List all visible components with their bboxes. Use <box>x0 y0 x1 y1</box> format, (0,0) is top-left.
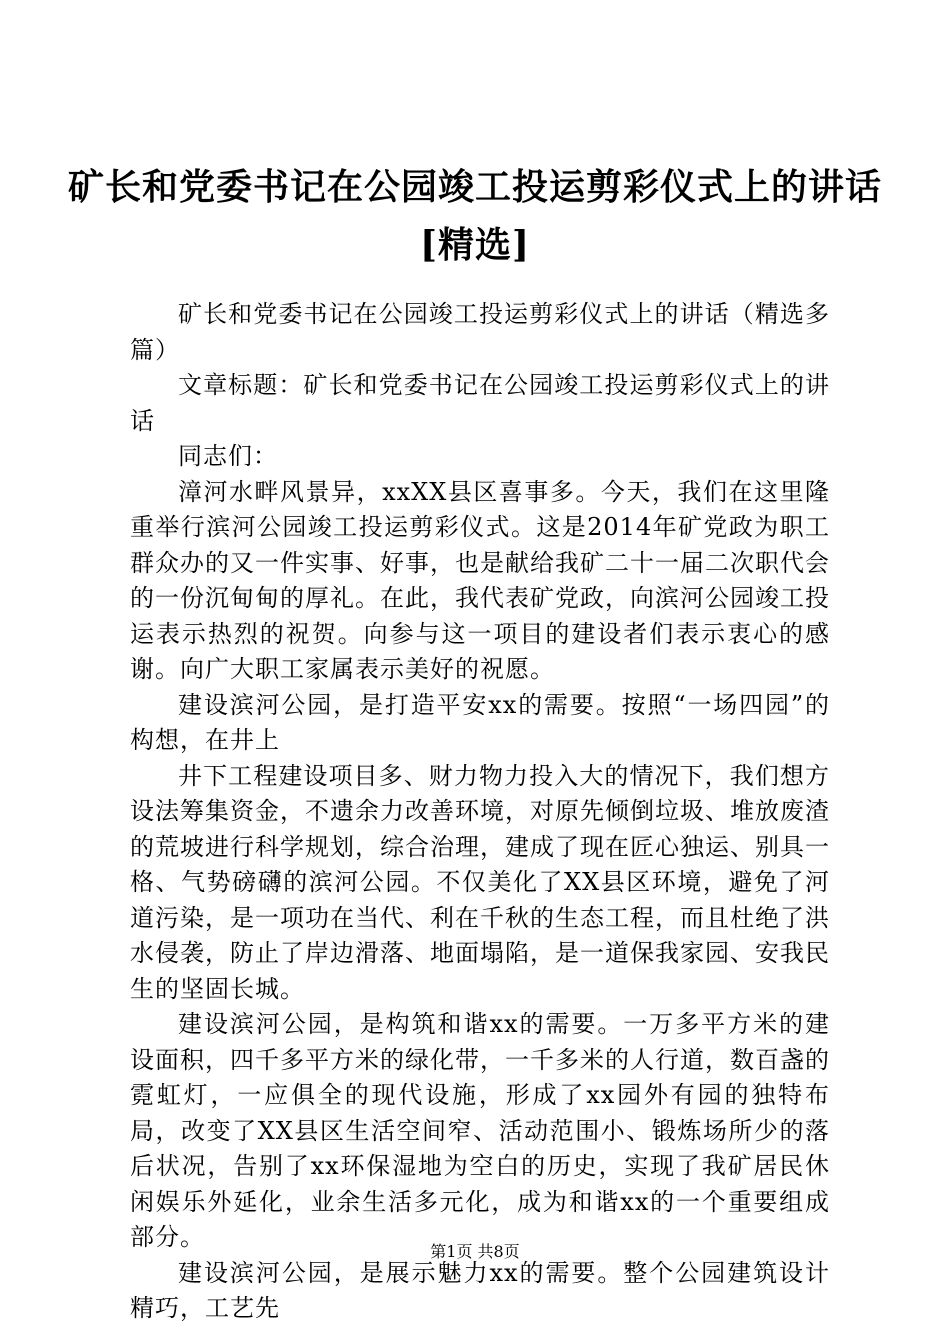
document-title: 矿长和党委书记在公园竣工投运剪彩仪式上的讲话[精选] <box>67 166 882 266</box>
paragraph-subtitle: 矿长和党委书记在公园竣工投运剪彩仪式上的讲话（精选多篇） <box>130 300 830 364</box>
paragraph-body: 漳河水畔风景异，xxXX县区喜事多。今天，我们在这里隆重举行滨河公园竣工投运剪彩仪式。这是2014年矿党政为职工群众办的又一件实事、好事，也是献给我矿二十一届二次职代会的一份沉甸甸的厚礼。在此，我代表矿党政，向滨河公园竣工投运表示热烈的祝贺。向参与这一项目的建设者们表示衷心的感谢。向广大职工家属表示美好的祝愿。 <box>130 477 830 683</box>
paragraph-body: 建设滨河公园，是构筑和谐xx的需要。一万多平方米的建设面积，四千多平方米的绿化带，一千多米的人行道，数百盏的霓虹灯，一应俱全的现代设施，形成了xx园外有园的独特布局，改变了XX县区生活空间窄、活动范围小、锻炼场所少的落后状况，告别了xx环保湿地为空白的历史，实现了我矿居民休闲娱乐外延化，业余生活多元化，成为和谐xx的一个重要组成部分。 <box>130 1010 830 1251</box>
paragraph-body: 井下工程建设项目多、财力物力投入大的情况下，我们想方设法筹集资金，不遗余力改善环境，对原先倾倒垃圾、堆放废渣的荒坡进行科学规划，综合治理，建成了现在匠心独运、别具一格、气势磅礴的滨河公园。不仅美化了XX县区环境，避免了河道污染，是一项功在当代、利在千秋的生态工程，而且杜绝了洪水侵袭，防止了岸边滑落、地面塌陷，是一道保我家园、安我民生的坚固长城。 <box>130 761 830 1003</box>
page-footer: 第1页 共8页 <box>430 1242 520 1261</box>
paragraph-article-title: 文章标题：矿长和党委书记在公园竣工投运剪彩仪式上的讲话 <box>130 371 830 435</box>
paragraph-body: 建设滨河公园，是打造平安xx的需要。按照“一场四园”的构想，在井上 <box>130 690 830 754</box>
document-body <box>130 297 830 1327</box>
paragraph-salutation: 同志们： <box>178 442 278 470</box>
paragraph-body: 建设滨河公园，是展示魅力xx的需要。整个公园建筑设计精巧，工艺先 <box>130 1258 830 1322</box>
